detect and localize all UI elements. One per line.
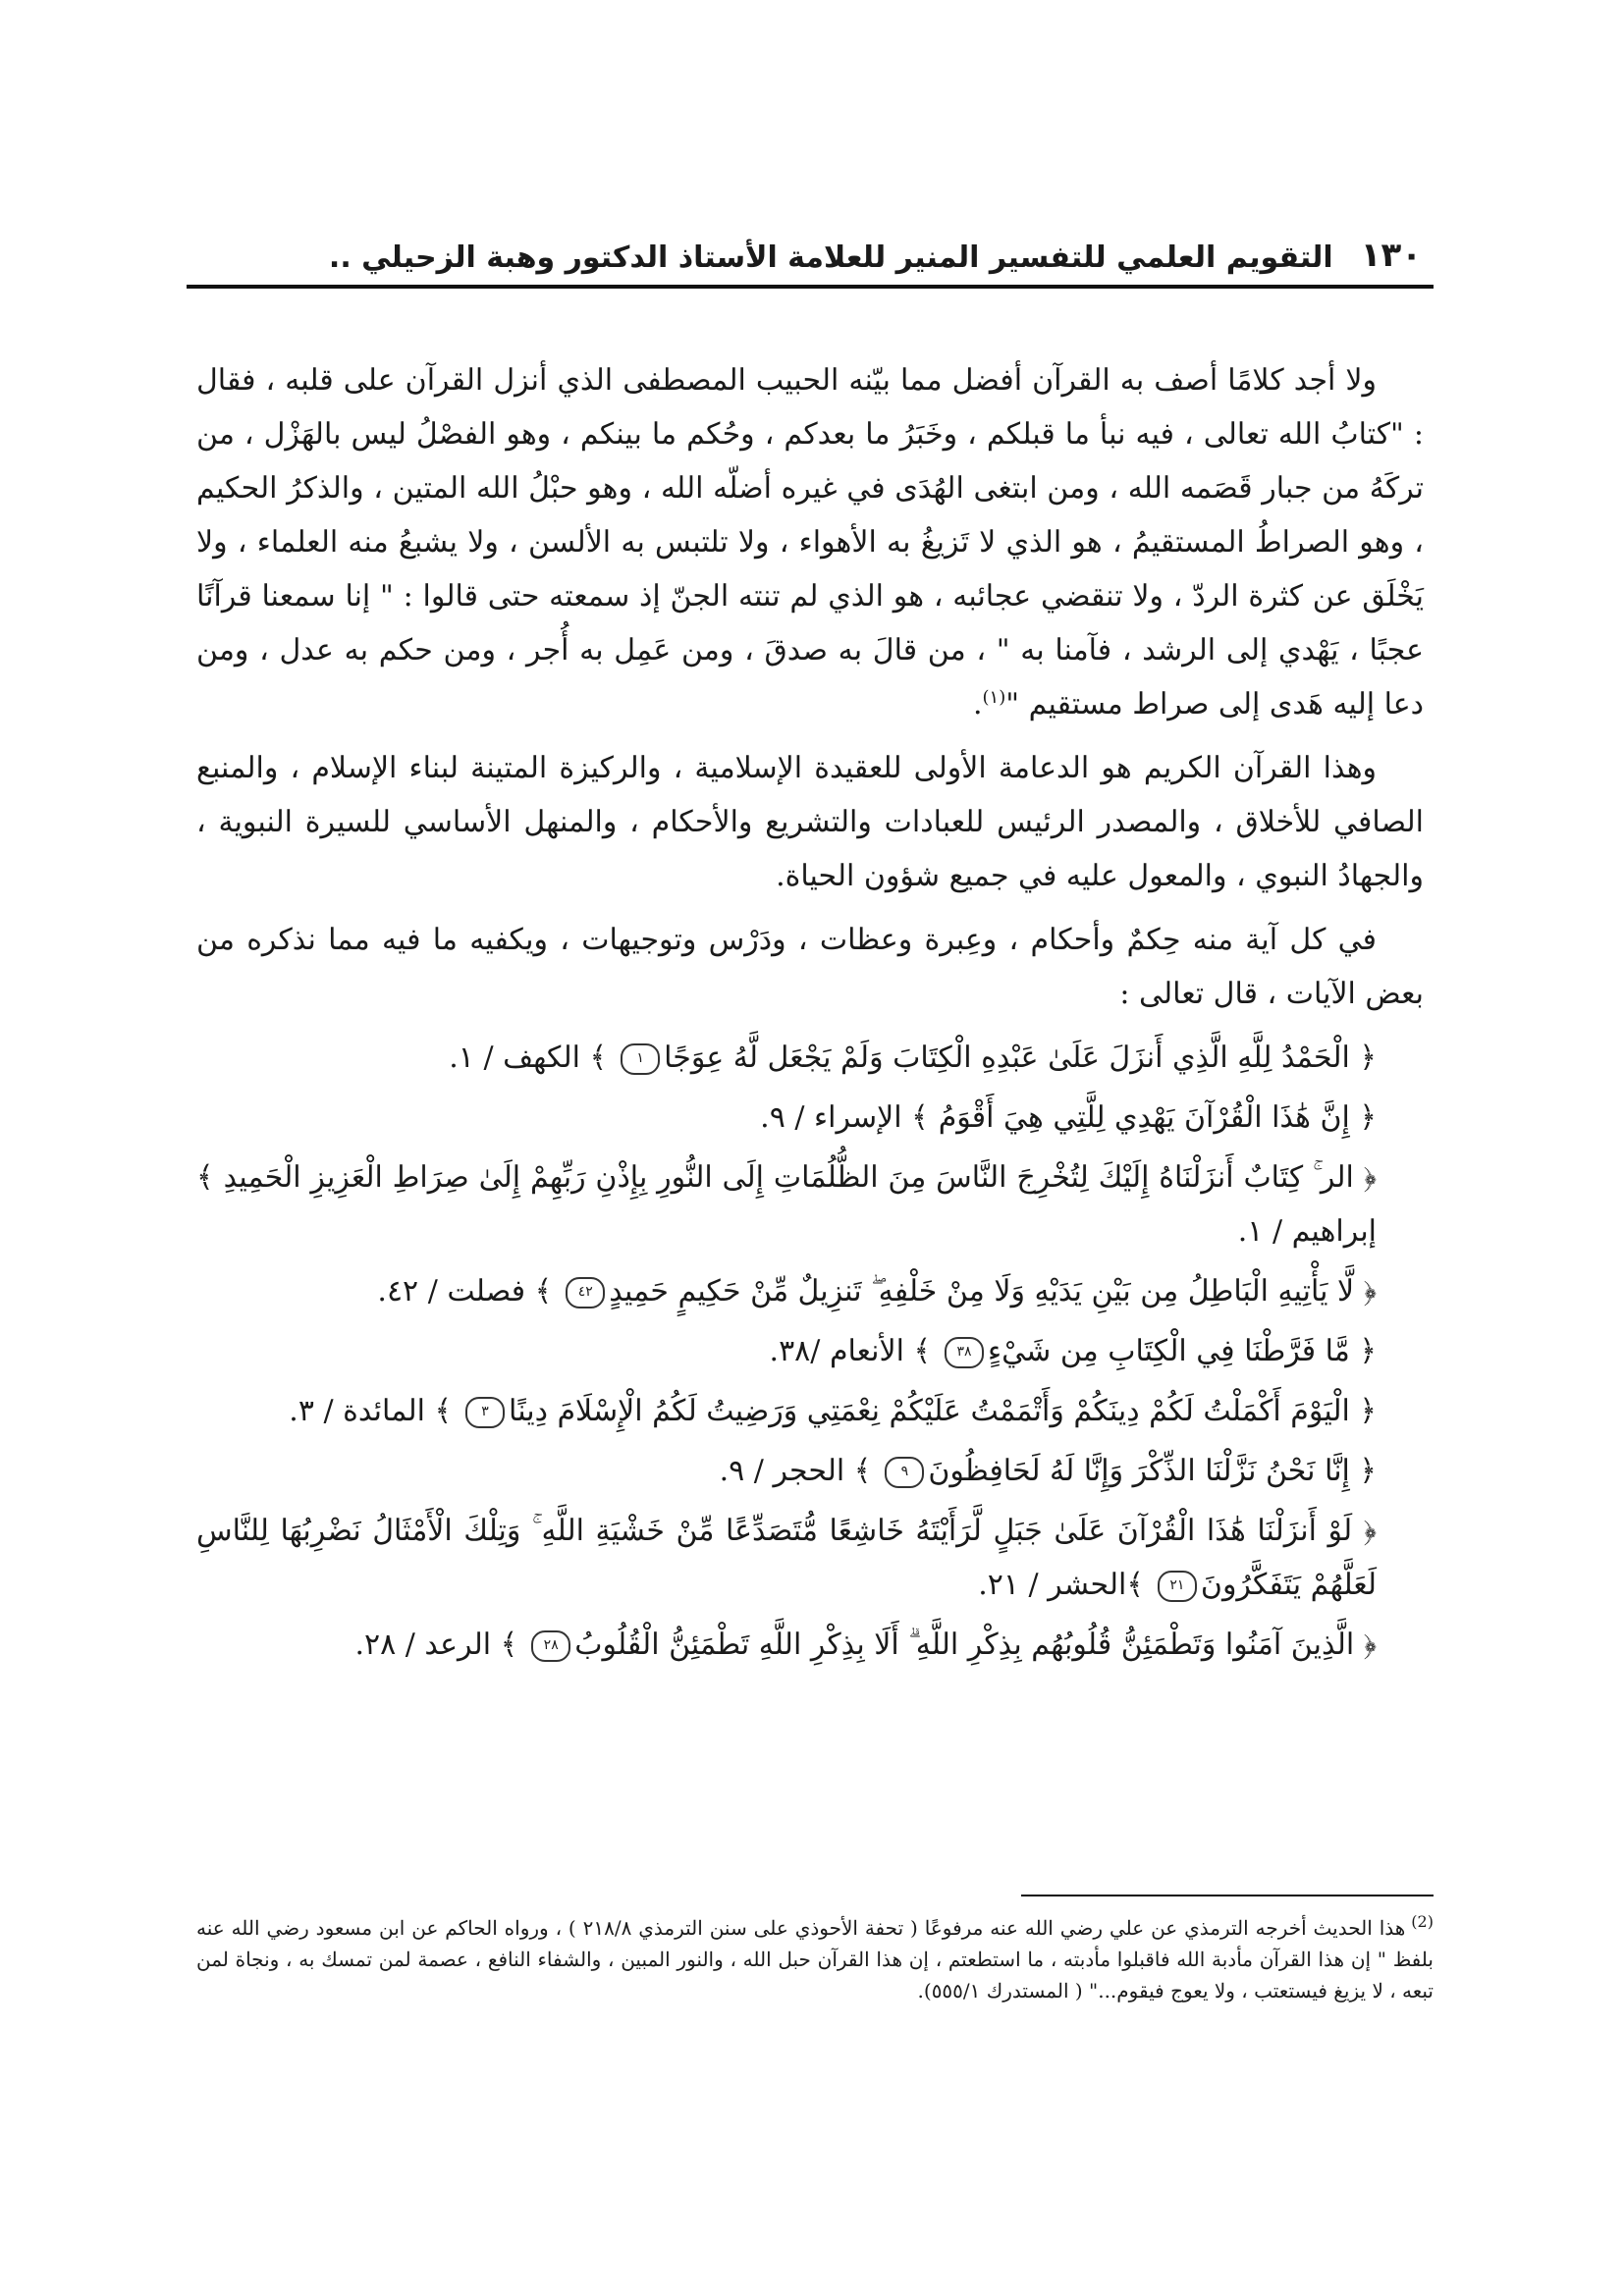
ayah-number-mark: ١ — [621, 1043, 660, 1075]
verse-isra — [196, 1091, 1424, 1145]
page-number: ١٣٠ — [1360, 236, 1422, 275]
verse-text: ﴿ الْحَمْدُ لِلَّهِ الَّذِي أَنزَلَ عَلَىٰ عَبْدِهِ الْكِتَابَ وَلَمْ يَجْعَل لَّهُ عِوَجًا — [664, 1041, 1377, 1075]
footnote-rule — [1021, 1895, 1434, 1896]
verse-text: ﴿ الْيَوْمَ أَكْمَلْتُ لَكُمْ دِينَكُمْ وَأَتْمَمْتُ عَلَيْكُمْ نِعْمَتِي وَرَضِيتُ لَكُمُ الْإِسْلَامَ دِينًا — [509, 1394, 1377, 1428]
verse-text: ﴿ إِنَّ هَٰذَا الْقُرْآنَ يَهْدِي لِلَّتِي هِيَ أَقْوَمُ — [938, 1100, 1377, 1135]
verse-list — [196, 1031, 1424, 1672]
verse-anam — [196, 1324, 1424, 1378]
ayah-number-mark: ٢٨ — [531, 1630, 570, 1662]
document-page — [187, 206, 1434, 2091]
verse-reference: ﴾ الكهف / ١. — [449, 1041, 608, 1075]
footnote — [196, 1912, 1434, 2006]
verse-text: ﴿ الَّذِينَ آمَنُوا وَتَطْمَئِنُّ قُلُوبُهُم بِذِكْرِ اللَّهِ ۗ أَلَا بِذِكْرِ اللَّهِ تَطْمَئِنُّ الْقُلُوبُ — [574, 1628, 1377, 1662]
verse-reference: ﴾ الأنعام /٣٨. — [769, 1334, 932, 1368]
verse-reference: ﴾ إبراهيم / ١. — [196, 1160, 1377, 1249]
verse-text: ﴿ مَّا فَرَّطْنَا فِي الْكِتَابِ مِن شَيْءٍ — [988, 1334, 1377, 1368]
header-rule — [187, 285, 1434, 289]
verse-text: ﴿ الر ۚ كِتَابٌ أَنزَلْنَاهُ إِلَيْكَ لِتُخْرِجَ النَّاسَ مِنَ الظُّلُمَاتِ إِلَى النُّورِ بِإِذْنِ رَبِّهِمْ إِلَىٰ صِرَاطِ الْعَزِيزِ الْحَمِيدِ — [223, 1160, 1377, 1195]
verse-reference: ﴾ فصلت / ٤٢. — [377, 1274, 553, 1308]
footnote-mark: (2) — [1411, 1912, 1434, 1932]
ayah-number-mark: ٢١ — [1158, 1571, 1197, 1602]
ayah-number-mark: ٣ — [465, 1397, 505, 1428]
paragraph-hadith: ولا أجد كلامًا أصف به القرآن أفضل مما بيّنه الحبيب المصطفى الذي أنزل القرآن على قلبه ، فقال : "كتابُ الله تعالى ، فيه نبأ ما قبلكم ، وخَبَرُ ما بعدكم ، وحُكم ما بينكم ، وهو الفصْلُ ليس بالهَزْل ، من تركَهُ من جبار قَصَمه الله ، ومن ابتغى الهُدَى في غيره أضلّه الله ، وهو حبْلُ الله المتين ، والذكرُ الحكيم ، وهو الصراطُ المستقيمُ ، هو الذي لا تَزيغُ به الأهواء ، ولا تلتبس به الألسن ، ولا يشبعُ منه العلماء ، ولا يَخْلَق عن كثرة الردّ ، ولا تنقضي عجائبه ، هو الذي لم تنته الجنّ إذ سمعته حتى قالوا : " إنا سمعنا قرآنًا عجبًا ، يَهْدي إلى الرشد ، فآمنا به " ، من قالَ به صدقَ ، ومن عَمِل به أُجر ، ومن حكم به عدل ، ومن دعا إليه هَدى إلى صراط مستقيم "$^{(١)}$. — [196, 363, 1424, 721]
verse-text: ﴿ لَوْ أَنزَلْنَا هَٰذَا الْقُرْآنَ عَلَىٰ جَبَلٍ لَّرَأَيْتَهُ خَاشِعًا مُّتَصَدِّعًا مِّنْ خَشْيَةِ اللَّهِ ۚ وَتِلْكَ الْأَمْثَالُ نَضْرِبُهَا لِلنَّاسِ لَعَلَّهُمْ يَتَفَكَّرُونَ — [196, 1514, 1377, 1602]
paragraph-verses-intro: في كل آية منه حِكمٌ وأحكام ، وعِبرة وعظات ، ودَرْس وتوجيهات ، ويكفيه ما فيه مما نذكره من بعض الآيات ، قال تعالى : — [196, 923, 1424, 1011]
footnote-reference: (١) — [982, 687, 1006, 708]
ayah-number-mark: ٤٢ — [566, 1277, 605, 1308]
verse-reference: ﴾ الرعد / ٢٨. — [354, 1628, 518, 1662]
verse-text: ﴿ إِنَّا نَحْنُ نَزَّلْنَا الذِّكْرَ وَإِنَّا لَهُ لَحَافِظُونَ — [928, 1454, 1377, 1488]
verse-reference: ﴾الحشر / ٢١. — [978, 1568, 1144, 1602]
verse-reference: ﴾ الإسراء / ٩. — [760, 1100, 929, 1135]
running-title: التقويم العلمي للتفسير المنير للعلامة الأستاذ الدكتور وهبة الزحيلي .. — [328, 240, 1333, 275]
ayah-number-mark: ٩ — [885, 1457, 924, 1488]
footnote-text: هذا الحديث أخرجه الترمذي عن علي رضي الله عنه مرفوعًا ( تحفة الأحوذي على سنن الترمذي ٢١٨/٨ ) ، ورواه الحاكم عن ابن مسعود رضي الله عنه بلفظ " إن هذا القرآن مأدبة الله فاقبلوا مأدبته ، ما استطعتم ، إن هذا القرآن حبل الله ، والنور المبين ، والشفاء النافع ، عصمة لمن تمسك به ، ونجاة لمن تبعه ، لا يزيغ فيستعتب ، ولا يعوج فيقوم..." ( المستدرك ٥٥٥/١). — [196, 1916, 1434, 2002]
verse-ibrahim — [196, 1150, 1424, 1258]
verse-kahf — [196, 1031, 1424, 1085]
verse-text: ﴿ لَّا يَأْتِيهِ الْبَاطِلُ مِن بَيْنِ يَدَيْهِ وَلَا مِنْ خَلْفِهِ ۖ تَنزِيلٌ مِّنْ حَكِيمٍ حَمِيدٍ — [609, 1274, 1377, 1308]
paragraph-quran-pillar: وهذا القرآن الكريم هو الدعامة الأولى للعقيدة الإسلامية ، والركيزة المتينة لبناء الإسلام ، والمنبع الصافي للأخلاق ، والمصدر الرئيس للعبادات والتشريع والأحكام ، والمنهل الأساسي للسيرة النبوية ، والجهادُ النبوي ، والمعول عليه في جميع شؤون الحياة. — [196, 751, 1424, 893]
verse-hijr — [196, 1444, 1424, 1498]
page-header — [187, 226, 1434, 275]
main-text — [196, 353, 1424, 1678]
verse-reference: ﴾ المائدة / ٣. — [289, 1394, 453, 1428]
verse-fussilat — [196, 1264, 1424, 1318]
verse-hashr — [196, 1504, 1424, 1612]
verse-maidah — [196, 1384, 1424, 1438]
verse-reference: ﴾ الحجر / ٩. — [719, 1454, 872, 1488]
verse-rad — [196, 1618, 1424, 1672]
ayah-number-mark: ٣٨ — [945, 1337, 984, 1368]
